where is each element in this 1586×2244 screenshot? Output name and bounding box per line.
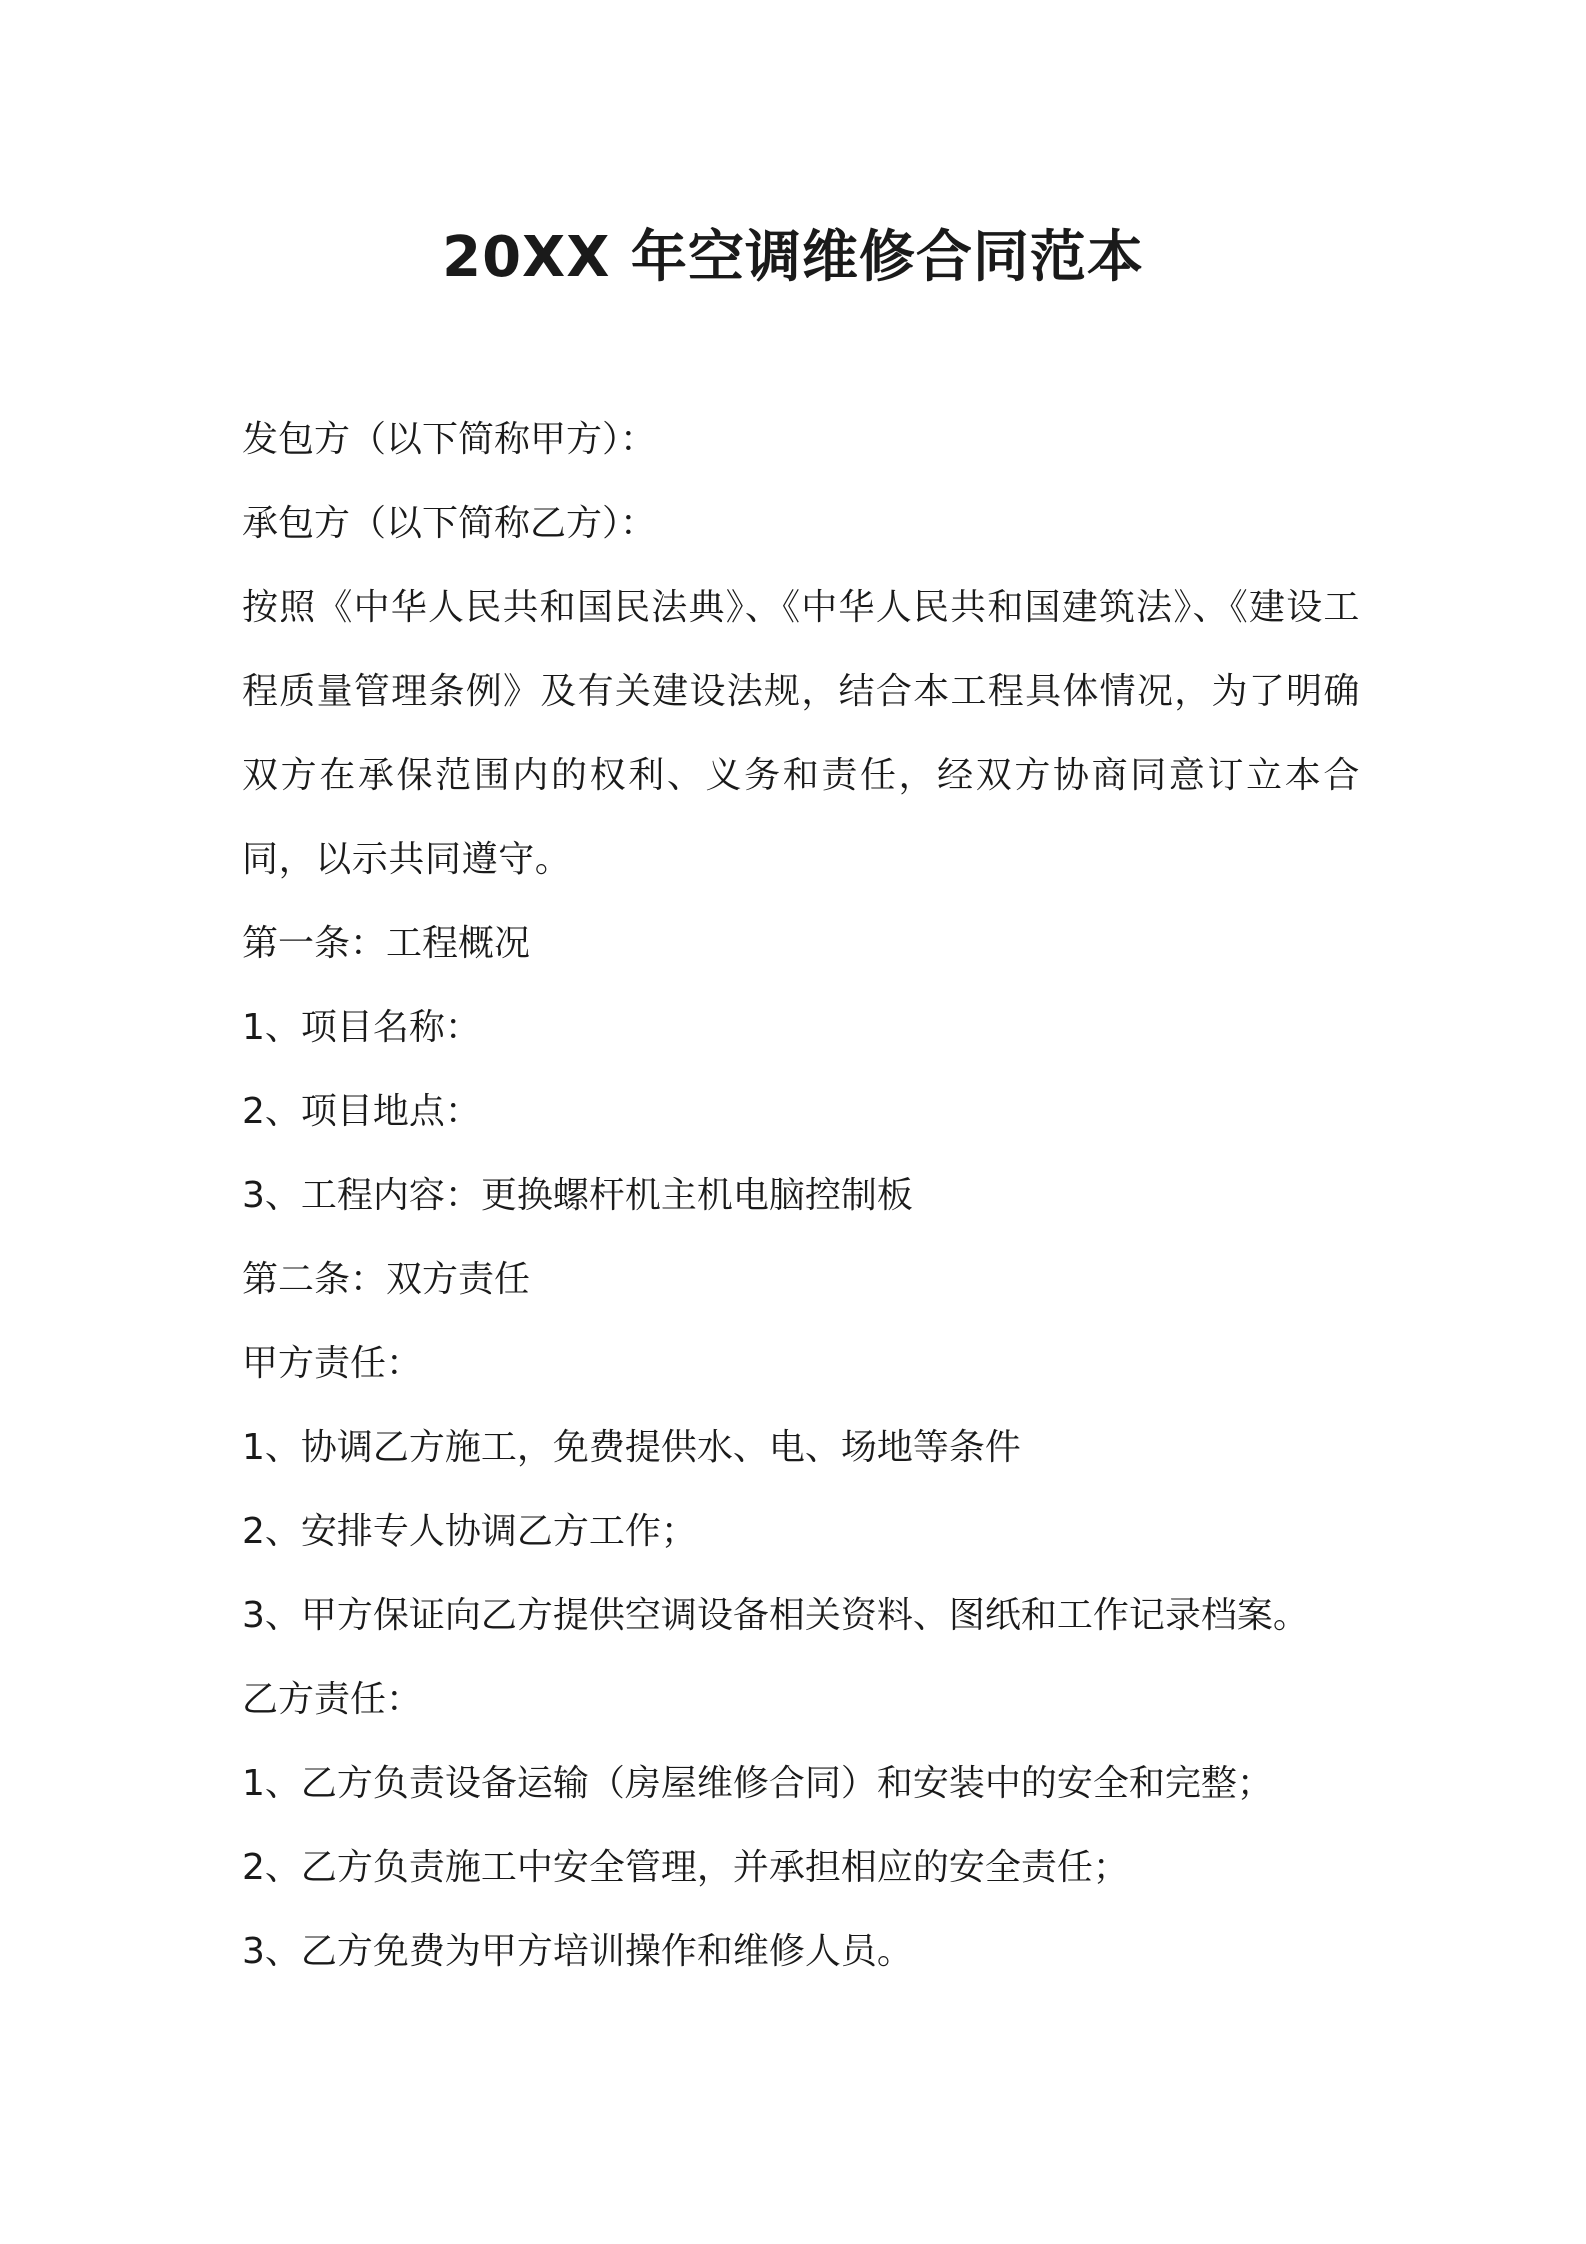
preamble-paragraph: 按照《中华人民共和国民法典》、《中华人民共和国建筑法》、《建设工程质量管理条例》及有关建设法规，结合本工程具体情况，为了明确双方在承保范围内的权利、义务和责任，经双方协商同意订立本合同，以示共同遵守。 — [242, 587, 1360, 880]
party-a-line: 发包方（以下简称甲方）： — [242, 419, 657, 460]
article-2-heading: 第二条：双方责任 — [242, 1259, 531, 1300]
list-item: 1、项目名称： — [242, 1007, 481, 1048]
party-b-line: 承包方（以下简称乙方）： — [242, 503, 657, 544]
list-item: 3、乙方免费为甲方培训操作和维修人员。 — [242, 1931, 913, 1972]
party-b-responsibility-heading: 乙方责任： — [242, 1679, 423, 1720]
list-item: 1、乙方负责设备运输（房屋维修合同）和安装中的安全和完整； — [242, 1763, 1273, 1804]
article-1-heading: 第一条：工程概况 — [242, 923, 531, 964]
document-title: 20XX 年空调维修合同范本 — [442, 225, 1144, 290]
document-body — [242, 398, 1360, 1994]
list-item: 2、乙方负责施工中安全管理，并承担相应的安全责任； — [242, 1847, 1129, 1888]
list-item: 2、项目地点： — [242, 1091, 481, 1132]
list-item: 3、工程内容：更换螺杆机主机电脑控制板 — [242, 1175, 913, 1216]
list-item: 1、协调乙方施工，免费提供水、电、场地等条件 — [242, 1427, 1021, 1468]
list-item: 2、安排专人协调乙方工作； — [242, 1511, 697, 1552]
party-a-responsibility-heading: 甲方责任： — [242, 1343, 423, 1384]
list-item: 3、甲方保证向乙方提供空调设备相关资料、图纸和工作记录档案。 — [242, 1595, 1309, 1636]
